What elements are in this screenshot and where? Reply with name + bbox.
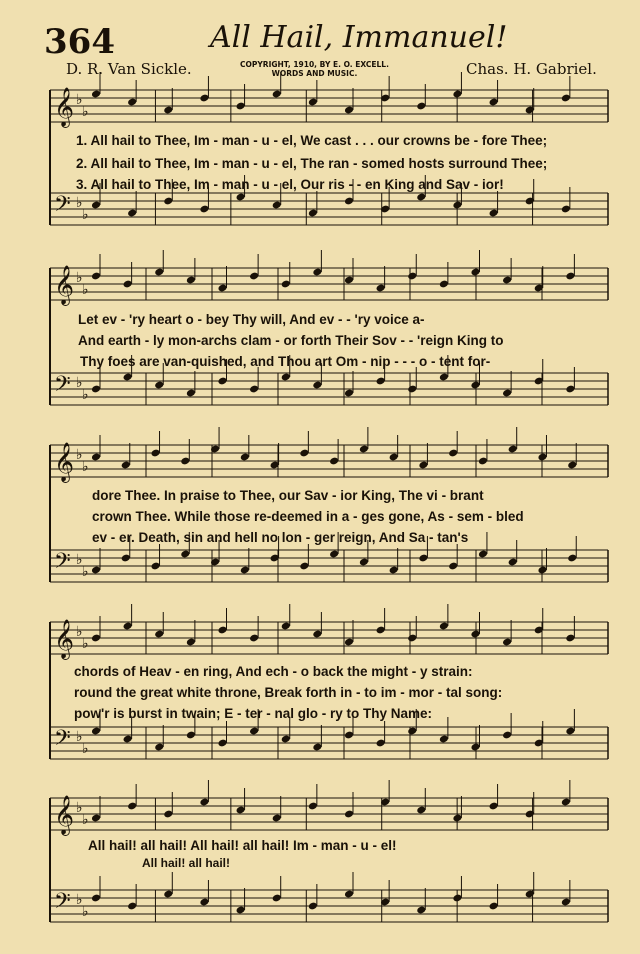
- flat-icon: ♭: [82, 741, 89, 757]
- treble-clef-icon: 𝄞: [54, 619, 75, 659]
- lyric-line: All hail! all hail! All hail! all hail! Im - man - u - el!: [88, 838, 397, 853]
- lyric-line: All hail! all hail!: [142, 856, 231, 870]
- lyric-line: round the great white throne, Break forth in - to im - mor - tal song:: [74, 685, 503, 700]
- lyric-line: pow'r is burst in twain; E - ter - nal glo - ry to Thy Name:: [74, 706, 432, 721]
- composer-credit: Chas. H. Gabriel.: [466, 60, 597, 78]
- flat-icon: ♭: [82, 104, 89, 120]
- lyric-line: chords of Heav - en ring, And ech - o back the might - y strain:: [74, 664, 473, 679]
- lyric-line: Thy foes are van-quished, and Thou art Om - nip - - - o - tent for-: [80, 354, 491, 369]
- bass-clef-icon: 𝄢: [54, 549, 71, 579]
- lyric-line: 3. All hail to Thee, Im - man - u - el, Our ris - - en King and Sav - ior!: [76, 177, 504, 192]
- flat-icon: ♭: [76, 375, 83, 391]
- copyright-line: COPYRIGHT, 1910, BY E. O. EXCELL.: [240, 60, 389, 69]
- author-credit: D. R. Van Sickle.: [66, 60, 192, 78]
- flat-icon: ♭: [82, 636, 89, 652]
- flat-icon: ♭: [82, 564, 89, 580]
- flat-icon: ♭: [76, 552, 83, 568]
- treble-clef-icon: 𝄞: [54, 795, 75, 835]
- lyric-line: Let ev - 'ry heart o - bey Thy will, And ev - - 'ry voice a-: [78, 312, 425, 327]
- lyric-line: ev - er. Death, sin and hell no lon - ger reign, And Sa - tan's: [92, 530, 469, 545]
- bass-clef-icon: 𝄢: [54, 889, 71, 919]
- treble-clef-icon: 𝄞: [54, 265, 75, 305]
- treble-clef-icon: 𝄞: [54, 442, 75, 482]
- lyric-line: And earth - ly mon-archs clam - or forth Their Sov - - 'reign King to: [78, 333, 504, 348]
- flat-icon: ♭: [76, 892, 83, 908]
- flat-icon: ♭: [82, 207, 89, 223]
- lyric-line: crown Thee. While those re-deemed in a - ges gone, As - sem - bled: [92, 509, 524, 524]
- lyric-line: 1. All hail to Thee, Im - man - u - el, We cast . . . our crowns be - fore Thee;: [76, 133, 548, 148]
- bass-clef-icon: 𝄢: [54, 372, 71, 402]
- flat-icon: ♭: [76, 270, 83, 286]
- bass-clef-icon: 𝄢: [54, 192, 71, 222]
- hymn-title: All Hail, Immanuel!: [210, 20, 508, 55]
- lyric-line: dore Thee. In praise to Thee, our Sav - ior King, The vi - brant: [92, 488, 484, 503]
- flat-icon: ♭: [76, 92, 83, 108]
- bass-clef-icon: 𝄢: [54, 726, 71, 756]
- flat-icon: ♭: [82, 904, 89, 920]
- flat-icon: ♭: [76, 624, 83, 640]
- flat-icon: ♭: [82, 459, 89, 475]
- flat-icon: ♭: [76, 800, 83, 816]
- flat-icon: ♭: [82, 387, 89, 403]
- flat-icon: ♭: [76, 195, 83, 211]
- flat-icon: ♭: [82, 282, 89, 298]
- flat-icon: ♭: [76, 729, 83, 745]
- flat-icon: ♭: [76, 447, 83, 463]
- lyric-line: 2. All hail to Thee, Im - man - u - el, The ran - somed hosts surround Thee;: [76, 156, 548, 171]
- copyright-line: WORDS AND MUSIC.: [271, 69, 358, 78]
- treble-clef-icon: 𝄞: [54, 87, 75, 127]
- hymn-number: 364: [44, 22, 115, 62]
- flat-icon: ♭: [82, 812, 89, 828]
